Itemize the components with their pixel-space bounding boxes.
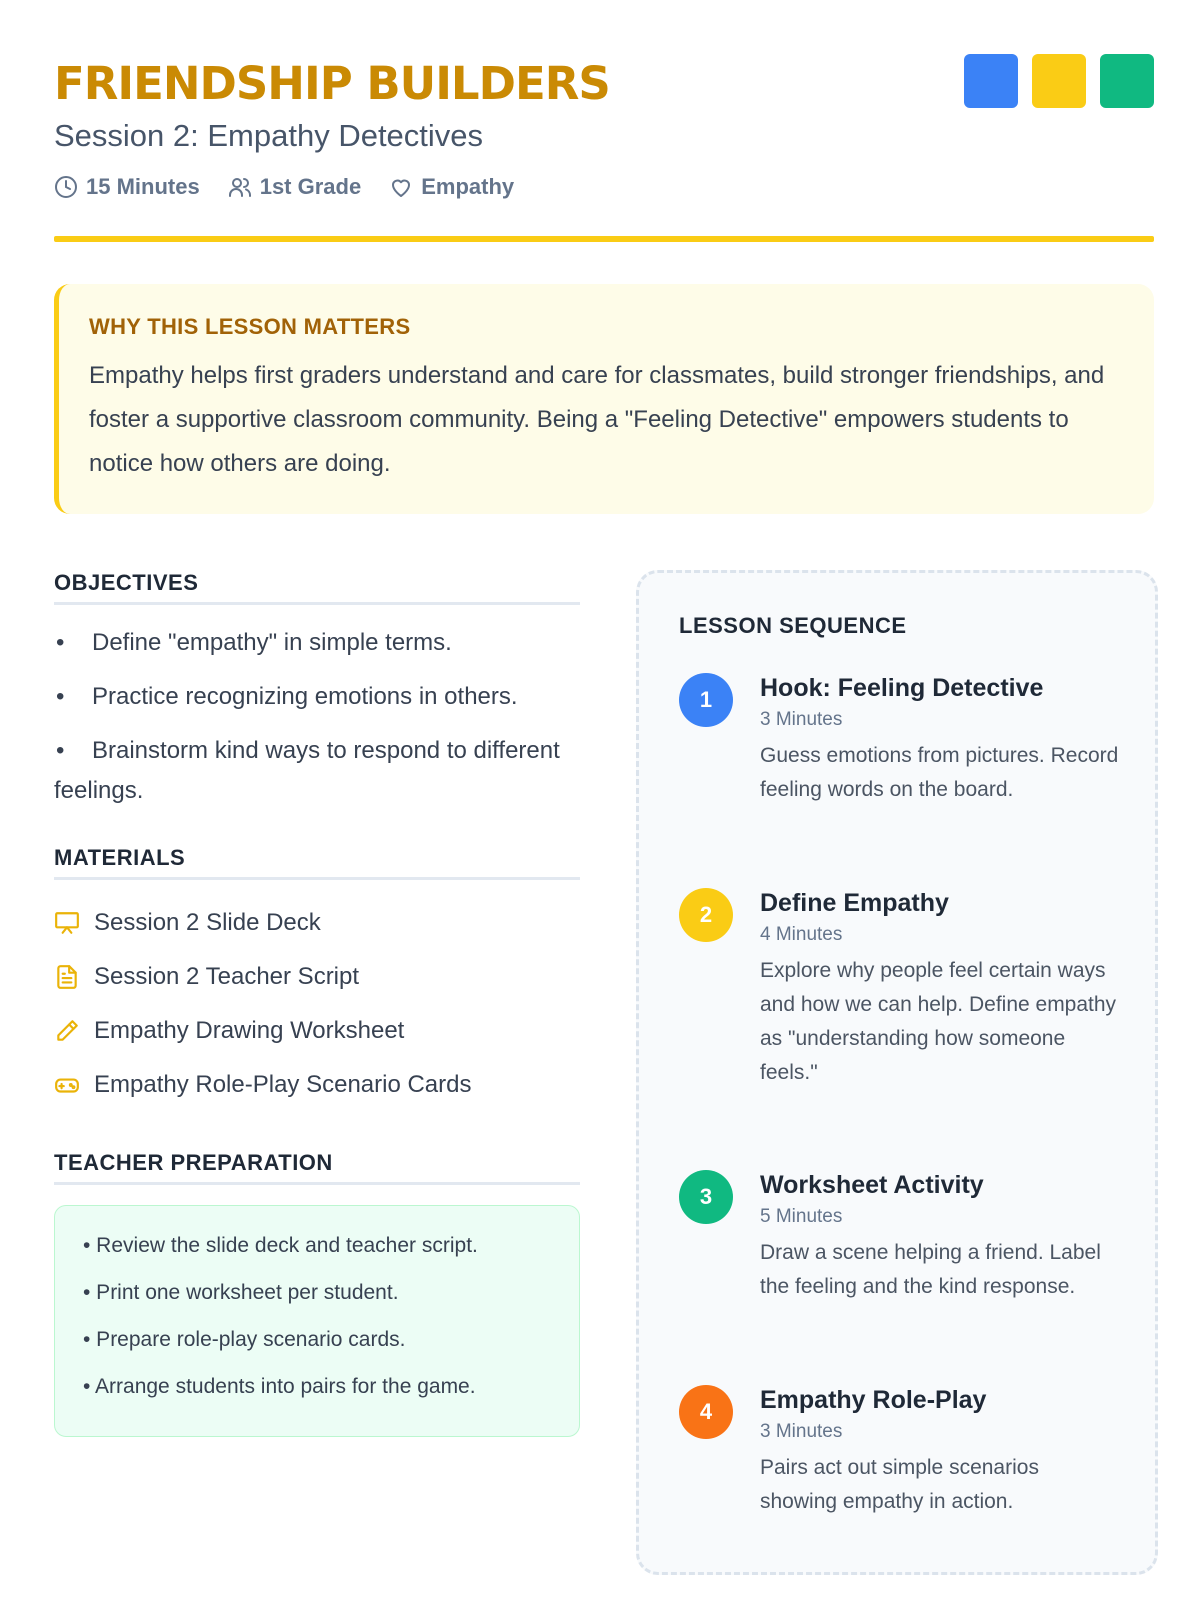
material-label: Session 2 Teacher Script <box>94 963 360 990</box>
meta-duration <box>54 174 200 200</box>
objectives-section <box>54 570 580 811</box>
pencil-icon <box>54 1018 80 1044</box>
lesson-meta <box>54 174 1154 200</box>
preparation-title: TEACHER PREPARATION <box>54 1150 580 1185</box>
meta-topic <box>389 174 514 200</box>
step-title: Hook: Feeling Detective <box>760 674 1044 702</box>
objective-text: Define "empathy" in simple terms. <box>92 629 452 656</box>
materials-section <box>54 845 580 1112</box>
step-duration: 4 Minutes <box>760 924 843 945</box>
list-item: • Review the slide deck and teacher script. <box>83 1234 478 1257</box>
lesson-sequence-panel <box>636 570 1158 1575</box>
material-label: Empathy Role-Play Scenario Cards <box>94 1071 472 1098</box>
step-number-badge: 2 <box>679 888 733 942</box>
color-swatches <box>950 54 1154 108</box>
step-title: Define Empathy <box>760 889 949 917</box>
preparation-box <box>54 1205 580 1437</box>
material-label: Session 2 Slide Deck <box>94 909 321 936</box>
green-swatch <box>1100 54 1154 108</box>
material-slide-deck[interactable] <box>54 896 580 950</box>
material-label: Empathy Drawing Worksheet <box>94 1017 405 1044</box>
meta-grade <box>228 174 362 200</box>
list-item: • Brainstorm kind ways to respond to different feelings. <box>54 737 560 804</box>
topic-label: Empathy <box>421 174 515 199</box>
list-item: • Arrange students into pairs for the game. <box>83 1375 476 1398</box>
list-item: • Print one worksheet per student. <box>83 1281 399 1304</box>
step-description: Draw a scene helping a friend. Label the feeling and the kind response. <box>760 1241 1101 1298</box>
material-teacher-script[interactable] <box>54 950 580 1004</box>
step-duration: 3 Minutes <box>760 709 843 730</box>
list-item: • Prepare role-play scenario cards. <box>83 1328 406 1351</box>
objectives-list <box>54 623 580 811</box>
step-description: Pairs act out simple scenarios showing empathy in action. <box>760 1456 1039 1513</box>
users-icon <box>228 175 252 199</box>
why-title: WHY THIS LESSON MATTERS <box>89 314 411 339</box>
step-number-badge: 4 <box>679 1385 733 1439</box>
session-title: Session 2: Empathy Detectives <box>54 118 484 153</box>
header-divider <box>54 236 1154 242</box>
yellow-swatch <box>1032 54 1086 108</box>
sequence-title: LESSON SEQUENCE <box>679 613 907 638</box>
document-icon <box>54 964 80 990</box>
step-number-badge: 3 <box>679 1170 733 1224</box>
materials-title: MATERIALS <box>54 845 580 880</box>
why-lesson-matters-callout <box>54 284 1154 514</box>
objective-text: Brainstorm kind ways to respond to different feelings. <box>54 737 560 804</box>
sequence-step-2 <box>679 888 1119 1090</box>
left-column <box>54 570 580 1437</box>
step-number-badge: 1 <box>679 673 733 727</box>
material-worksheet[interactable] <box>54 1004 580 1058</box>
grade-label: 1st Grade <box>259 174 362 199</box>
presentation-icon <box>54 910 80 936</box>
step-description: Explore why people feel certain ways and how we can help. Define empathy as "understanding how someone feels." <box>760 959 1117 1084</box>
why-text: Empathy helps first graders understand and care for classmates, build stronger friendships, and foster a supportive classroom community. Being a "Feeling Detective" empowers students to notice how others are doing. <box>89 362 1105 477</box>
materials-list <box>54 896 580 1112</box>
step-title: Empathy Role-Play <box>760 1386 987 1414</box>
list-item: • Define "empathy" in simple terms. <box>56 629 452 656</box>
step-title: Worksheet Activity <box>760 1171 984 1199</box>
teacher-preparation-section <box>54 1150 580 1437</box>
program-title: FRIENDSHIP BUILDERS <box>54 57 610 110</box>
gamepad-icon <box>54 1072 80 1098</box>
lesson-header <box>54 56 1154 200</box>
sequence-step-4 <box>679 1385 1119 1519</box>
sequence-step-3 <box>679 1170 1119 1304</box>
step-description: Guess emotions from pictures. Record feeling words on the board. <box>760 744 1119 801</box>
step-duration: 5 Minutes <box>760 1206 843 1227</box>
step-duration: 3 Minutes <box>760 1421 843 1442</box>
material-scenario-cards[interactable] <box>54 1058 580 1112</box>
objectives-title: OBJECTIVES <box>54 570 580 605</box>
list-item: • Practice recognizing emotions in others. <box>56 683 518 710</box>
blue-swatch <box>964 54 1018 108</box>
sequence-step-1 <box>679 673 1119 807</box>
clock-icon <box>54 175 78 199</box>
duration-label: 15 Minutes <box>86 174 200 199</box>
heart-icon <box>389 175 413 199</box>
objective-text: Practice recognizing emotions in others. <box>92 683 518 710</box>
